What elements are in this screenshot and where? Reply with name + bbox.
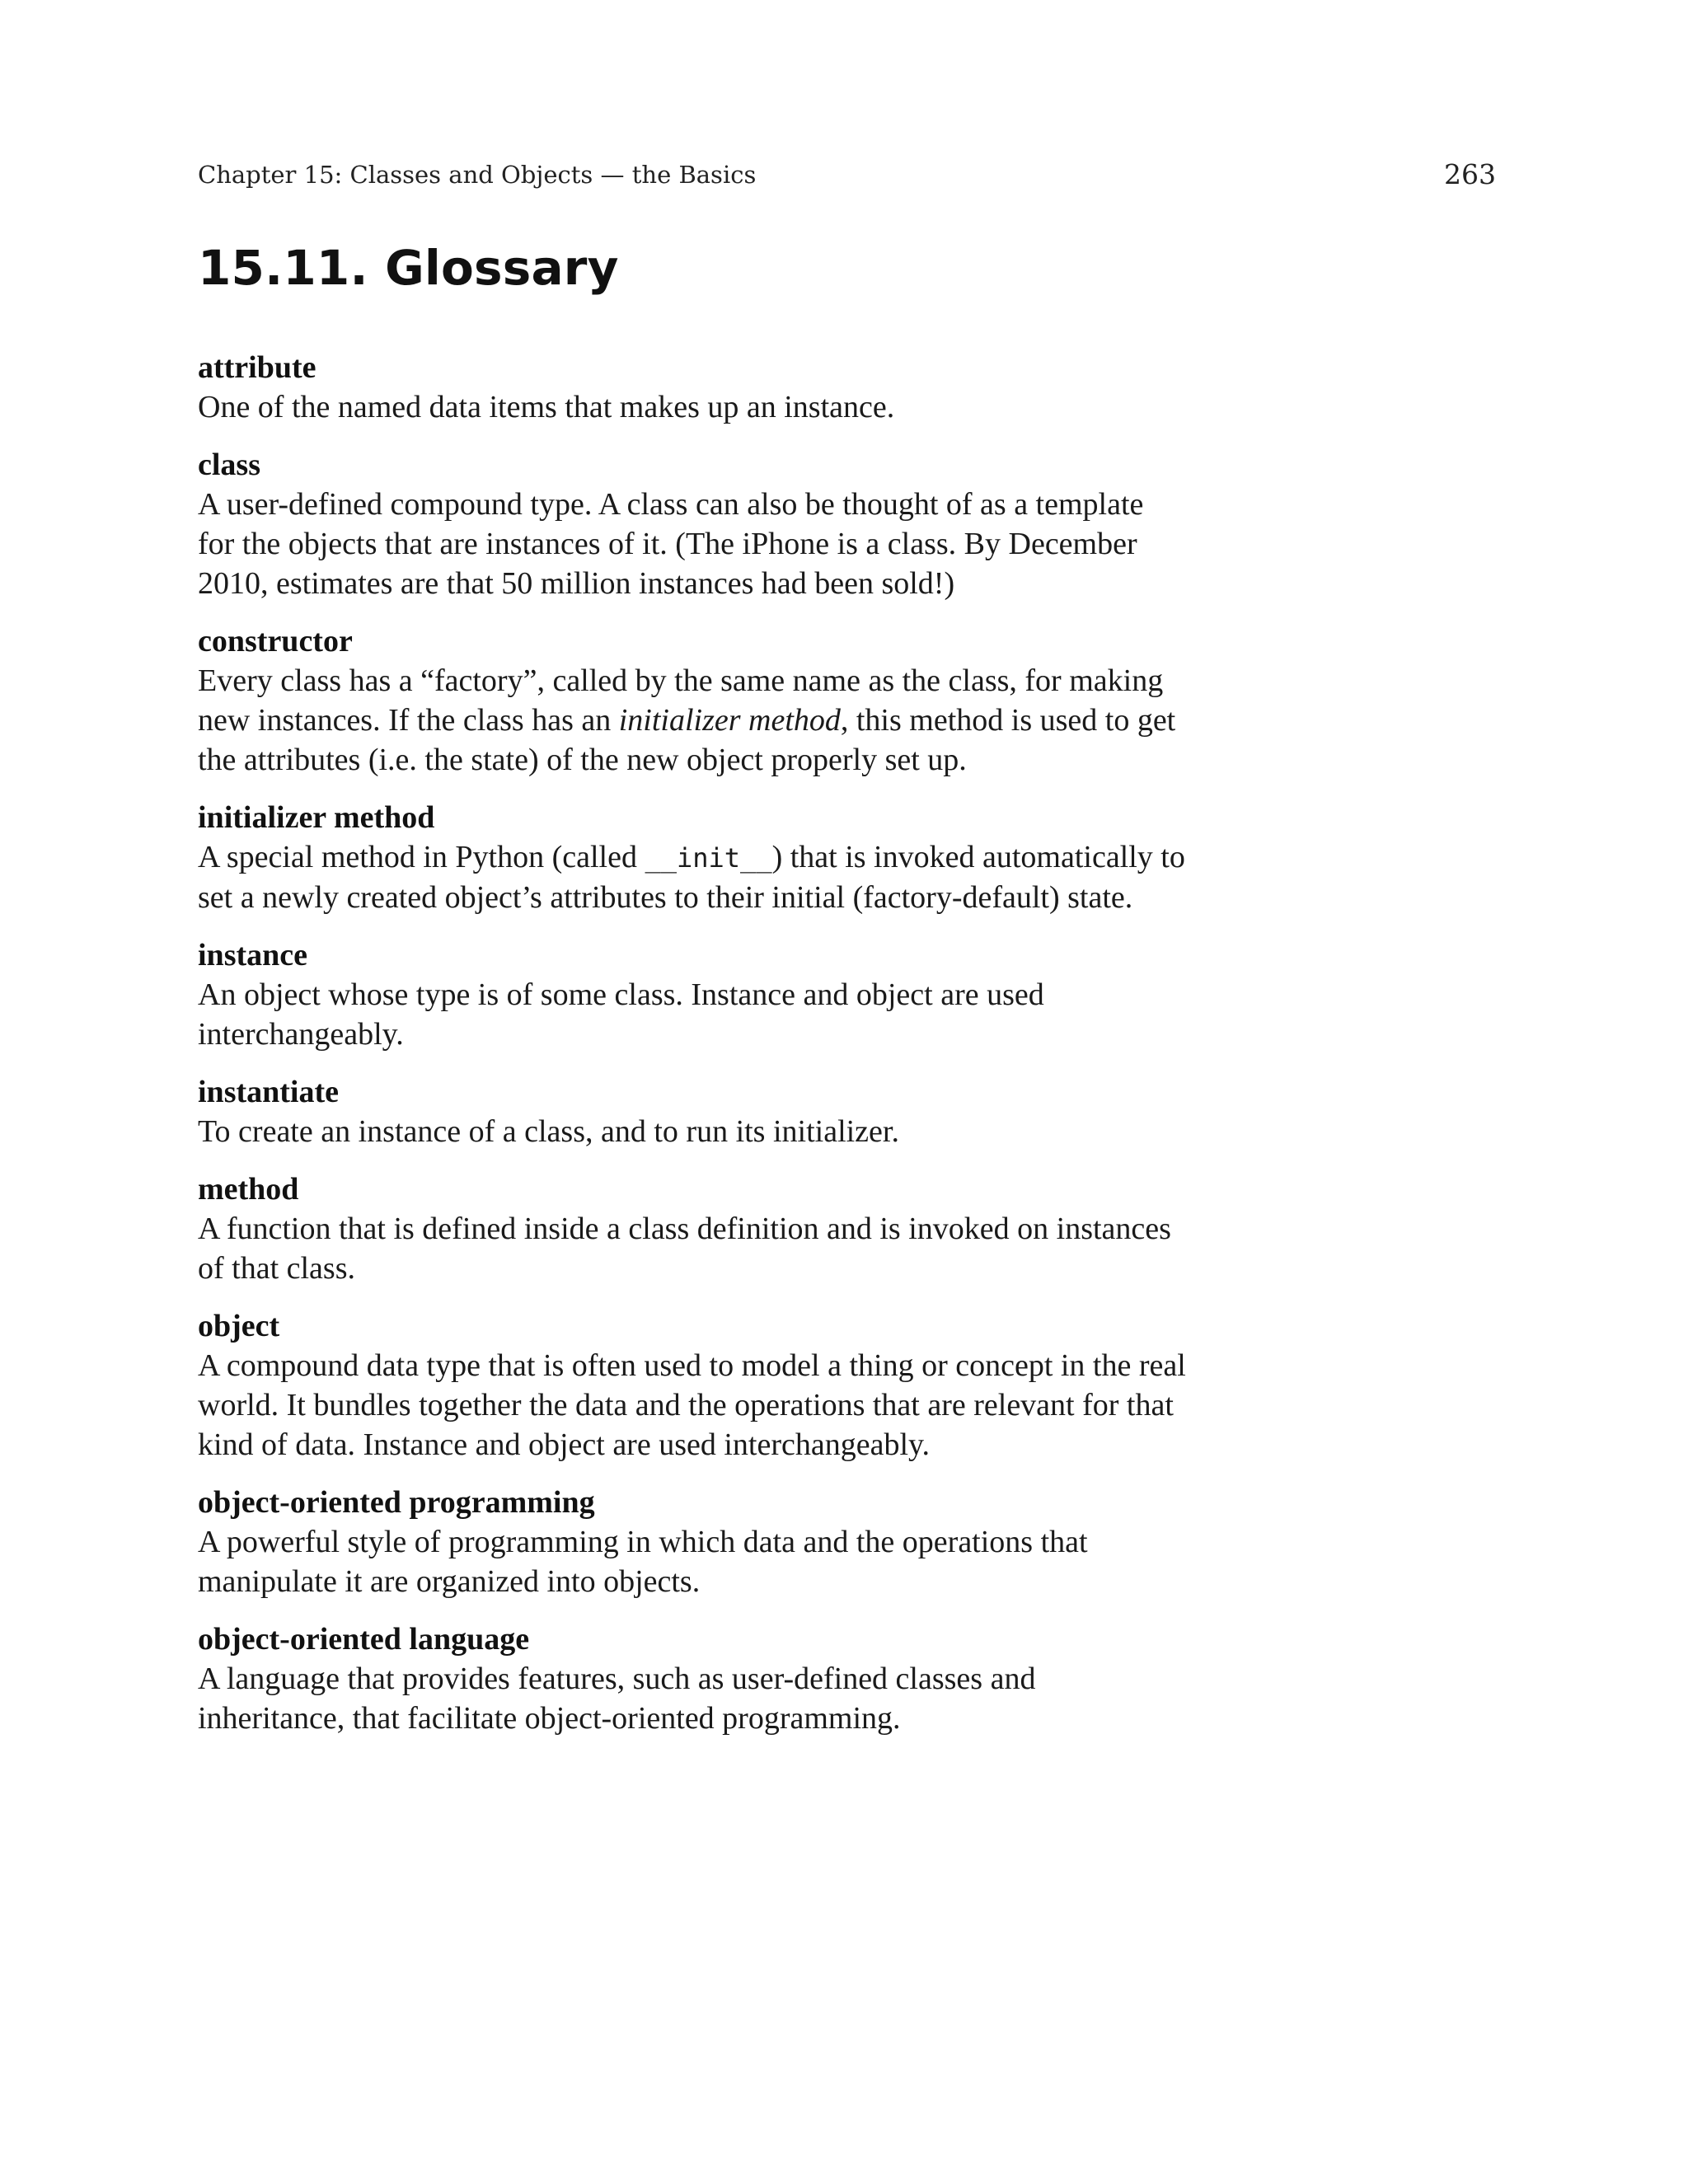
- glossary-term: initializer method: [198, 800, 435, 835]
- glossary-term: attribute: [198, 350, 316, 385]
- glossary-list: [198, 348, 1187, 1756]
- definition-text: A function that is defined inside a class definition and is invoked on instances of that class.: [198, 1212, 1171, 1286]
- page-number: 263: [1444, 158, 1496, 190]
- chapter-title: Chapter 15: Classes and Objects — the Basics: [198, 161, 757, 189]
- emphasized-term: initializer method: [618, 703, 841, 738]
- definition-text: ) that is invoked automatically to set a newly created object’s attributes to their initial (factory-default) state.: [198, 840, 1185, 915]
- glossary-entry: [198, 1169, 1187, 1288]
- definition-text: A powerful style of programming in which data and the operations that manipulate it are organized into objects.: [198, 1525, 1088, 1599]
- glossary-definition: [198, 1209, 1187, 1288]
- glossary-entry: [198, 935, 1187, 1054]
- definition-text: A language that provides features, such as user-defined classes and inheritance, that facilitate object-oriented programming.: [198, 1661, 1036, 1736]
- glossary-term: object: [198, 1309, 280, 1343]
- glossary-definition: [198, 387, 1187, 427]
- definition-text: A compound data type that is often used to model a thing or concept in the real world. It bundles together the data and the operations that are relevant for that kind of data. Instance and object are used interchangeably.: [198, 1348, 1186, 1462]
- glossary-entry: [198, 621, 1187, 780]
- glossary-definition: [198, 661, 1187, 780]
- glossary-entry: [198, 1306, 1187, 1465]
- glossary-definition: [198, 1522, 1187, 1601]
- glossary-definition: [198, 485, 1187, 603]
- inline-code: __init__: [645, 842, 772, 874]
- glossary-definition: [198, 1346, 1187, 1465]
- glossary-entry: [198, 1483, 1187, 1601]
- glossary-definition: [198, 837, 1187, 917]
- glossary-entry: [198, 445, 1187, 603]
- definition-text: , this method is used to get the attributes (i.e. the state) of the new object properly set up.: [198, 703, 1176, 777]
- glossary-term: object-oriented language: [198, 1622, 530, 1657]
- glossary-entry: [198, 1619, 1187, 1738]
- definition-text: One of the named data items that makes up an instance.: [198, 390, 895, 424]
- glossary-definition: [198, 1112, 1187, 1151]
- glossary-entry: [198, 798, 1187, 917]
- definition-text: A special method in Python (called: [198, 840, 645, 874]
- definition-text: Every class has a “factory”, called by the same name as the class, for making new instances. If the class has an: [198, 663, 1164, 738]
- definition-text: To create an instance of a class, and to run its initializer.: [198, 1114, 899, 1149]
- glossary-term: method: [198, 1172, 299, 1207]
- glossary-term: instantiate: [198, 1075, 339, 1109]
- definition-text: A user-defined compound type. A class can also be thought of as a template for the objects that are instances of it. (The iPhone is a class. By December 2010, estimates are that 50 million instances had been sold!): [198, 487, 1144, 601]
- glossary-definition: [198, 975, 1187, 1054]
- glossary-entry: [198, 348, 1187, 427]
- glossary-definition: [198, 1659, 1187, 1738]
- glossary-term: object-oriented programming: [198, 1485, 595, 1520]
- glossary-term: class: [198, 448, 260, 482]
- definition-text: An object whose type is of some class. Instance and object are used interchangeably.: [198, 977, 1044, 1052]
- glossary-entry: [198, 1072, 1187, 1151]
- section-heading: 15.11. Glossary: [198, 240, 619, 296]
- glossary-term: instance: [198, 938, 307, 972]
- running-header: [198, 157, 1496, 193]
- glossary-term: constructor: [198, 624, 353, 658]
